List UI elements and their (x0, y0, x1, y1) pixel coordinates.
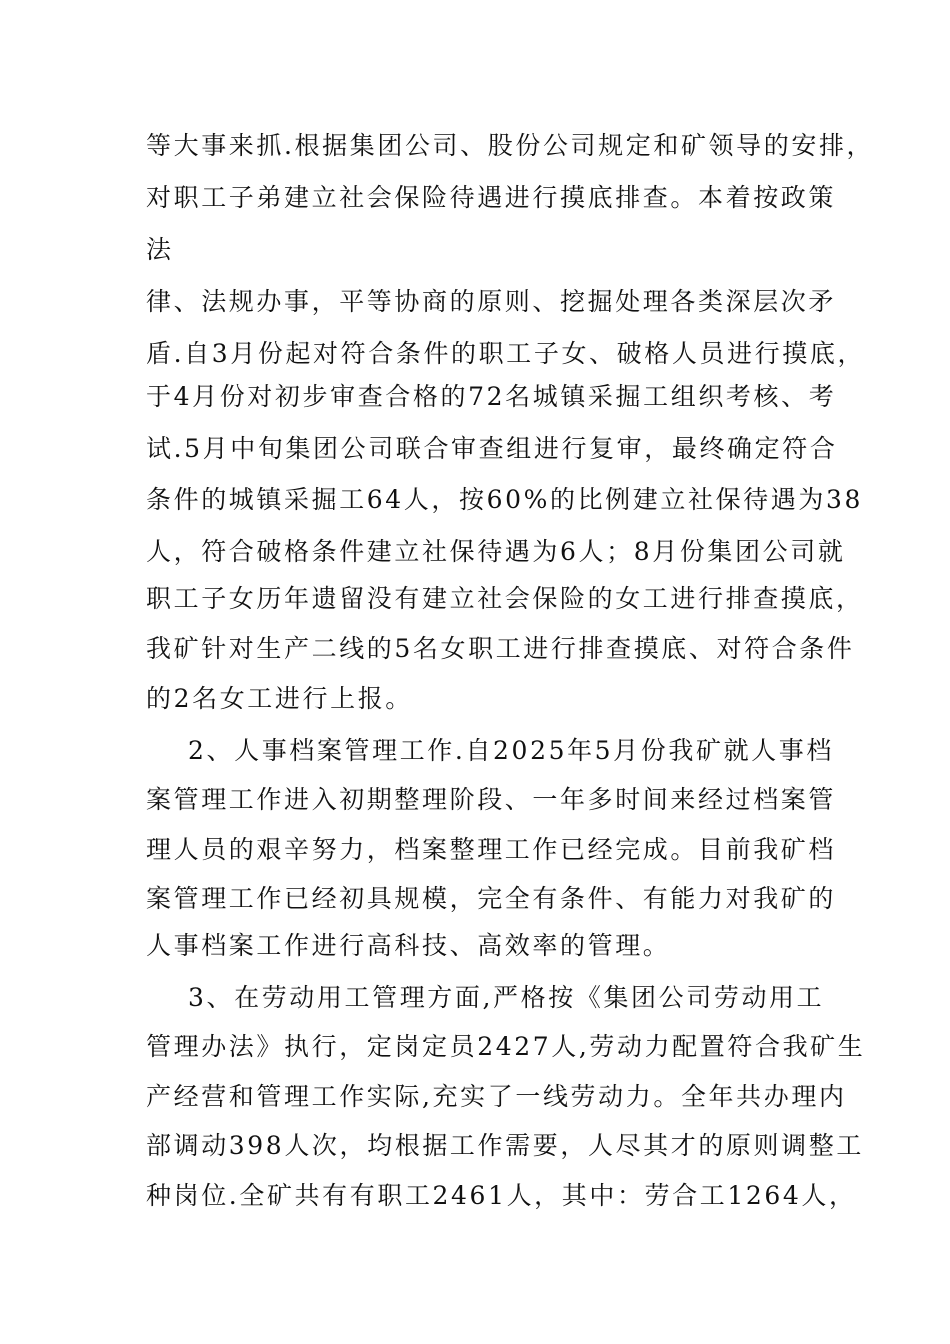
text-line: 对职工子弟建立社会保险待遇进行摸底排查。本着按政策 (146, 183, 837, 212)
text-line: 部调动398人次，均根据工作需要，人尽其才的原则调整工 (146, 1131, 864, 1160)
text-line: 案管理工作已经初具规模，完全有条件、有能力对我矿的 (146, 884, 837, 913)
text-line: 等大事来抓.根据集团公司、股份公司规定和矿领导的安排， (146, 131, 875, 160)
text-line: 管理办法》执行，定岗定员2427人,劳动力配置符合我矿生 (146, 1032, 866, 1061)
text-line: 我矿针对生产二线的5名女职工进行排查摸底、对符合条件 (146, 634, 855, 663)
text-line: 试.5月中旬集团公司联合审查组进行复审，最终确定符合 (146, 434, 838, 463)
text-line: 案管理工作进入初期整理阶段、一年多时间来经过档案管 (146, 785, 837, 814)
text-line: 人事档案工作进行高科技、高效率的管理。 (146, 931, 671, 960)
text-line: 职工子女历年遗留没有建立社会保险的女工进行排查摸底， (146, 584, 864, 613)
text-line: 盾.自3月份起对符合条件的职工子女、破格人员进行摸底， (146, 339, 866, 368)
paragraph-start-line: 3、在劳动用工管理方面,严格按《集团公司劳动用工 (188, 983, 825, 1012)
text-line: 法 (146, 235, 174, 264)
text-line: 产经营和管理工作实际,充实了一线劳动力。全年共办理内 (146, 1082, 847, 1111)
text-line: 种岗位.全矿共有有职工2461人，其中：劳合工1264人， (146, 1181, 857, 1210)
text-line: 的2名女工进行上报。 (146, 684, 413, 713)
text-line: 理人员的艰辛努力，档案整理工作已经完成。目前我矿档 (146, 835, 837, 864)
paragraph-start-line: 2、人事档案管理工作.自2025年5月份我矿就人事档 (188, 736, 834, 765)
text-line: 人，符合破格条件建立社保待遇为6人；8月份集团公司就 (146, 537, 846, 566)
text-line: 条件的城镇采掘工64人，按60%的比例建立社保待遇为38 (146, 485, 863, 514)
text-line: 于4月份对初步审查合格的72名城镇采掘工组织考核、考 (146, 382, 837, 411)
text-line: 律、法规办事，平等协商的原则、挖掘处理各类深层次矛 (146, 287, 837, 316)
